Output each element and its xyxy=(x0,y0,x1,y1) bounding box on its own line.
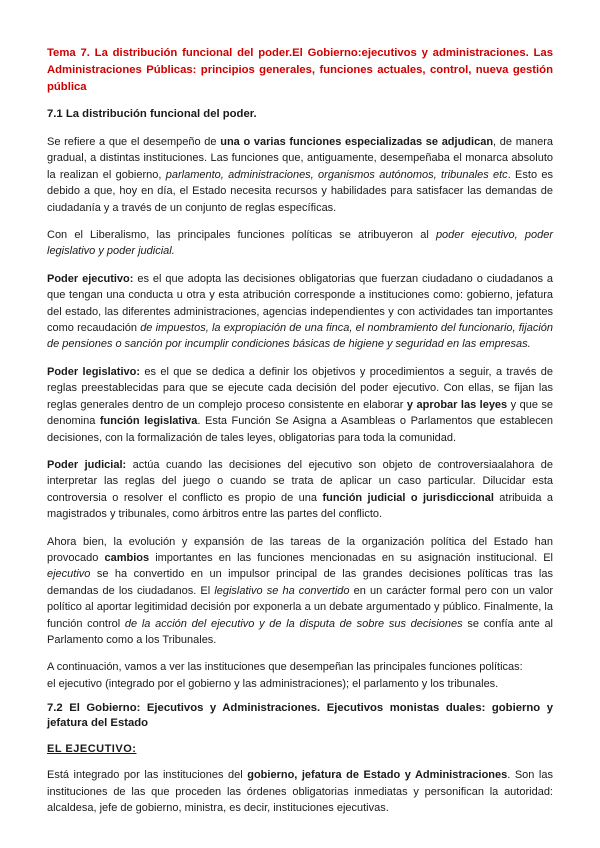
paragraph-poder-ejecutivo xyxy=(47,271,553,353)
text-run: . Esto es debido a que, hoy en día, el Estado necesita recursos y habilidades para satisfacer las demandas de ciudadanía y a través de un conjunto de reglas específicas. xyxy=(47,168,553,214)
text-run: es el que se dedica a definir los objetivos y procedimientos a seguir, a través de reglas preestablecidas para que se ejecute cada decisión del poder ejecutivo. Con ellas, se fijan las reglas generales dentro de un complejo proceso consistente en elaborar xyxy=(47,365,553,411)
italic-run: ejecutivo xyxy=(47,568,91,581)
text-run: Ahora bien, la evolución y expansión de las tareas de la organización política del Estado han provocado xyxy=(47,535,553,564)
document-title: Tema 7. La distribución funcional del poder.El Gobierno:ejecutivos y administraciones. Las Administraciones Públicas: principios generales, funciones actuales, control, nueva gestión pública xyxy=(47,47,553,93)
text-run: Se refiere a que el desempeño de xyxy=(47,136,221,148)
text-run: importantes en las funciones mencionadas en su asignación institucional. El xyxy=(149,551,554,564)
paragraph-poder-judicial xyxy=(47,457,553,523)
bold-run: función judicial o jurisdiccional xyxy=(322,491,494,504)
text-run: , de manera gradual, a distintas instituciones. Las funciones que, antiguamente, desempeñaba el monarca absoluto la realizan el gobierno, xyxy=(47,136,554,181)
bold-run: cambios xyxy=(104,551,150,564)
text-run: . Esta Función Se Asigna a Asambleas o Parlamentos que establecen decisiones, con la formalización de tales leyes, obligatorias para toda la comunidad. xyxy=(47,415,553,444)
bold-run: y aprobar las leyes xyxy=(406,398,508,411)
text-run: es el que adopta las decisiones obligatorias que fuerzan ciudadano o ciudadanos a que tengan una conducta u otra y esta atribución corresponde a instituciones como: gobierno, jefatura del estado, las diferentes administraciones, agencias independientes y con actividades tan importantes como recaudación xyxy=(47,272,554,335)
term-poder-ejecutivo: Poder ejecutivo: xyxy=(47,272,134,285)
text-run: Con el Liberalismo, las principales funciones políticas se atribuyeron al xyxy=(47,229,436,242)
paragraph-intro xyxy=(47,134,553,216)
bold-run: función legislativa xyxy=(99,415,198,428)
text-run: y que se denomina xyxy=(47,398,554,428)
text-run: se ha convertido en un impulsor principal de las grandes decisiones políticas tras las demandas de los ciudadanos. El xyxy=(47,568,553,597)
italic-run: de impuestos, la expropiación de una finca, el nombramiento del funcionario, fijación de pensiones o sanción por incumplir condiciones básicas de higiene y seguridad en las empresas. xyxy=(47,322,553,351)
term-poder-judicial: Poder judicial: xyxy=(47,458,127,471)
text-run: atribuida a magistrados y tribunales, como árbitros entre las partes del conflicto. xyxy=(47,491,553,521)
italic-run: de la acción del ejecutivo y de la disputa de sobre sus decisiones xyxy=(124,617,463,630)
section-heading-7-2: 7.2 El Gobierno: Ejecutivos y Administraciones. Ejecutivos monistas duales: gobierno y jefatura del Estado xyxy=(47,702,553,730)
text-line: A continuación, vamos a ver las instituciones que desempeñan las principales funciones políticas: xyxy=(47,661,523,674)
paragraph-continuacion xyxy=(47,659,553,692)
text-run: . Son las instituciones de las que proceden las órdenes obligatorias inmediatas y personifican la autoridad: alcaldesa, jefe de gobierno, ministra, es decir, instituciones ejecutivas. xyxy=(47,769,553,814)
section-heading-7-1: 7.1 La distribución funcional del poder. xyxy=(47,108,257,120)
paragraph-evolucion xyxy=(47,534,553,649)
paragraph-ejecutivo xyxy=(47,767,553,816)
text-run: actúa cuando las decisiones del ejecutivo son objeto de controversiaalahora de interpretar las reglas del juego o cuando se trata de aplicar un caso particular. Dilucidar esta controversia o resolver el conflicto es propio de una xyxy=(47,458,553,504)
bold-run: una o varias funciones especializadas se adjudican xyxy=(220,136,494,148)
italic-run: parlamento, administraciones, organismos autónomos, tribunales etc xyxy=(165,168,508,181)
subheading-el-ejecutivo: EL EJECUTIVO: xyxy=(47,743,137,756)
text-run: se confía ante al Parlamento como a los Tribunales. xyxy=(47,617,554,646)
text-run: en un carácter formal pero con un valor político al aportar legitimidad decisión por exponerla a un debate argumentado y público. Finalmente, la función control xyxy=(47,584,553,630)
text-line: el ejecutivo (integrado por el gobierno y las administraciones); el parlamento y los tribunales. xyxy=(47,677,499,690)
text-run: Está integrado por las instituciones del xyxy=(47,769,248,782)
term-poder-legislativo: Poder legislativo: xyxy=(47,365,141,378)
paragraph-poder-legislativo xyxy=(47,364,553,446)
paragraph-liberalismo xyxy=(47,227,553,260)
italic-run: poder ejecutivo, poder legislativo y poder judicial. xyxy=(47,229,553,258)
document-body xyxy=(47,45,553,827)
bold-run: gobierno, jefatura de Estado y Administraciones xyxy=(247,769,508,782)
italic-run: legislativo se ha convertido xyxy=(214,584,350,597)
